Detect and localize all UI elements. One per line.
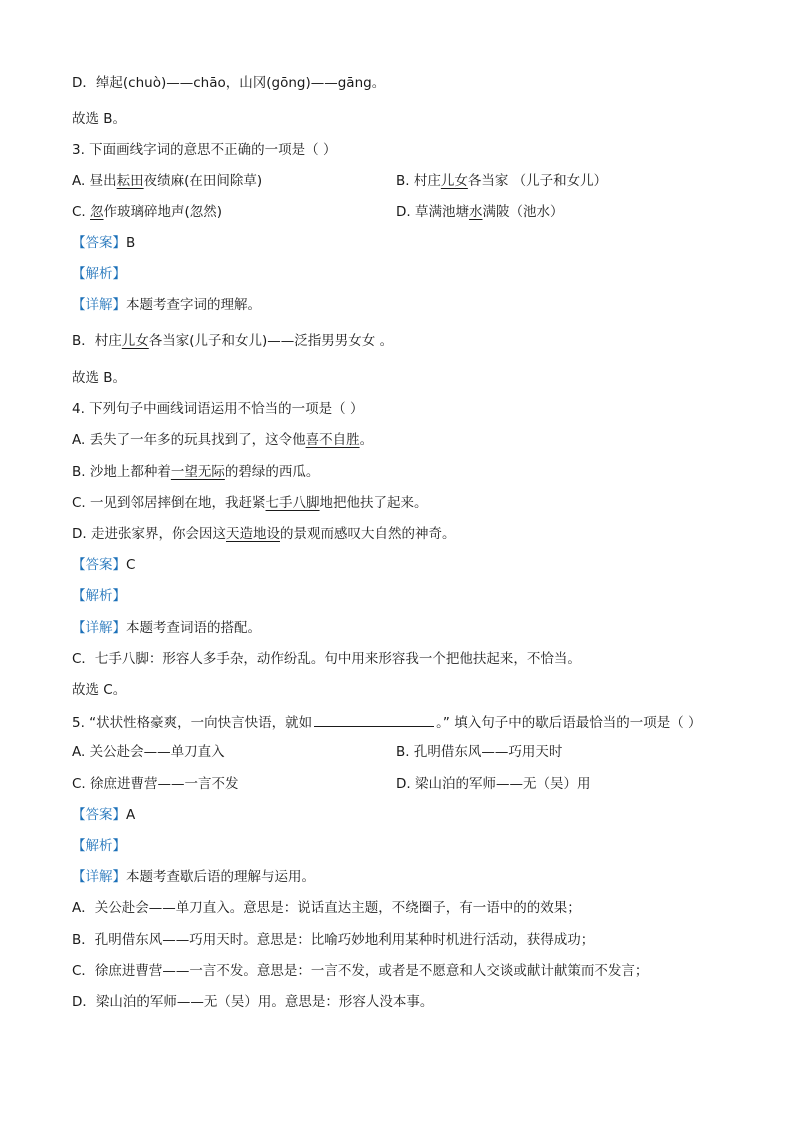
q4-option-b: B. 沙地上都种着一望无际的碧绿的西瓜。 [72,464,320,480]
prev-option-d: D．绰起(chuò)——chāo，山冈(gōng)——gāng。 [72,75,386,91]
q5-explanation-c: C．徐庶进曹营——一言不发。意思是：一言不发，或者是不愿意和人交谈或献计献策而不发言； [72,963,649,979]
q5-explanation-b: B．孔明借东风——巧用天时。意思是：比喻巧妙地利用某种时机进行活动，获得成功； [72,932,595,948]
q5-option-d: D. 梁山泊的军师——无（吴）用 [396,776,591,792]
q3-option-d: D. 草满池塘水满陂（池水） [396,204,564,220]
q3-explanation: B．村庄儿女各当家(儿子和女儿)——泛指男男女女 。 [72,333,394,349]
q4-option-d: D. 走进张家界，你会因这天造地设的景观而感叹大自然的神奇。 [72,526,456,542]
q5-option-c: C. 徐庶进曹营——一言不发 [72,776,239,792]
q4-option-c: C. 一见到邻居摔倒在地，我赶紧七手八脚地把他扶了起来。 [72,495,428,511]
q4-answer: 【答案】C [72,557,136,573]
fill-blank [314,712,434,727]
q5-option-b: B. 孔明借东风——巧用天时 [396,744,563,760]
q4-stem: 4. 下列句子中画线词语运用不恰当的一项是（ ） [72,401,364,417]
q3-detail: 【详解】本题考查字词的理解。 [72,297,261,313]
q4-explanation: C．七手八脚：形容人多手杂，动作纷乱。句中用来形容我一个把他扶起来，不恰当。 [72,651,581,667]
q5-explanation-a: A．关公赴会——单刀直入。意思是：说话直达主题，不绕圈子，有一语中的的效果； [72,900,581,916]
q3-answer: 【答案】B [72,235,136,251]
q5-analysis-heading: 【解析】 [72,838,126,854]
q5-detail: 【详解】本题考查歇后语的理解与运用。 [72,869,315,885]
q3-option-c: C. 忽作玻璃碎地声(忽然) [72,204,223,220]
q3-choose: 故选 B。 [72,370,127,386]
q4-detail: 【详解】本题考查词语的搭配。 [72,620,261,636]
q5-option-a: A. 关公赴会——单刀直入 [72,744,225,760]
q3-option-b: B. 村庄儿女各当家 （儿子和女儿） [396,173,608,189]
q4-choose: 故选 C。 [72,682,127,698]
q3-analysis-heading: 【解析】 [72,266,126,282]
q4-option-a: A. 丢失了一年多的玩具找到了，这令他喜不自胜。 [72,432,374,448]
q3-stem: 3. 下面画线字词的意思不正确的一项是（ ） [72,142,337,158]
q5-answer: 【答案】A [72,807,136,823]
q3-option-a: A. 昼出耘田夜绩麻(在田间除草) [72,173,263,189]
q5-explanation-d: D．梁山泊的军师——无（吴）用。意思是：形容人没本事。 [72,994,434,1010]
prev-choose: 故选 B。 [72,111,127,127]
q5-stem: 5. “状状性格豪爽，一向快言快语，就如 。” 填入句子中的歇后语最恰当的一项是（ ） [72,712,702,732]
q4-analysis-heading: 【解析】 [72,588,126,604]
